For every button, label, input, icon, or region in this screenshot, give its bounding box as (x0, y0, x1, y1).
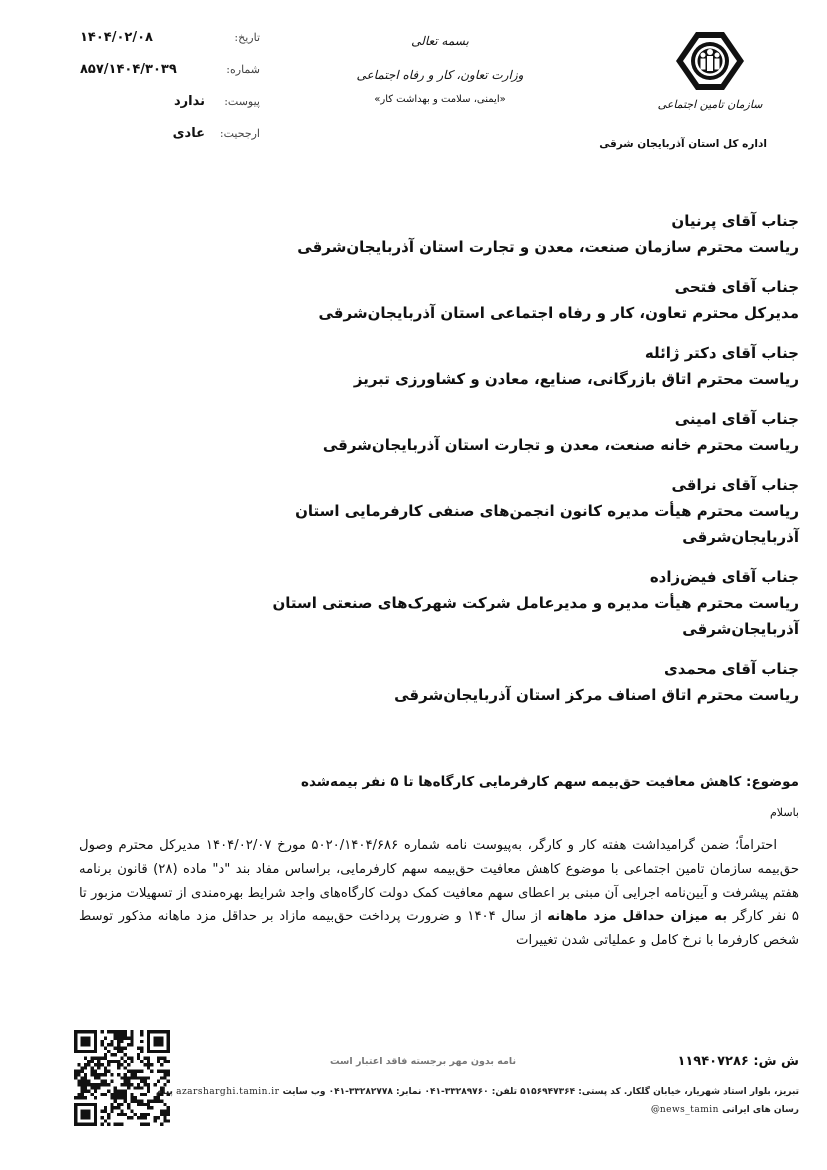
recipient-name: جناب آقای نراقی (671, 476, 799, 494)
org-logo-block (650, 30, 770, 111)
body-text-bold: به میزان حداقل مزد ماهانه (547, 909, 728, 925)
footer-address (156, 1087, 799, 1097)
qr-code-icon (74, 1030, 170, 1126)
priority-value: عادی (172, 126, 205, 141)
recipient-title: مدیرکل محترم تعاون، کار و رفاه اجتماعی استان آذربایجان‌شرقی (318, 304, 799, 322)
letter-body (79, 834, 799, 953)
address-text: تبریز، بلوار استاد شهریار، خیابان گلکار. کد پستی: ۵۱۵۶۹۴۷۳۶۴ تلفن: ۳۳۲۸۹۷۶۰-۰۴۱ نمابر: ۳۳۲۸۲۷۷۸-۰۴۱ وب سایت (282, 1087, 799, 1097)
recipient (199, 472, 799, 550)
recipient (199, 656, 799, 708)
recipient-name: جناب آقای دکتر ژائله (644, 344, 799, 362)
attachment-value: ندارد (173, 94, 205, 109)
recipient-title: ریاست محترم هیأت مدیره و مدیرعامل شرکت شهرک‌های صنعتی استان آذربایجان‌شرقی (272, 594, 799, 638)
letterhead-center (340, 34, 540, 105)
recipient-name: جناب آقای فتحی (674, 278, 799, 296)
org-name: سازمان تامین اجتماعی (657, 98, 763, 111)
number-label: شماره: (226, 63, 260, 76)
recipient (199, 406, 799, 458)
recipient-title: ریاست محترم اتاق بازرگانی، صنایع، معادن و کشاورزی تبریز (353, 370, 799, 388)
recipient-name: جناب آقای پرنیان (671, 212, 799, 230)
letter-meta (80, 30, 260, 158)
attachment-row (80, 94, 260, 126)
recipient-name: جناب آقای امینی (674, 410, 799, 428)
body-text-part2: از سال ۱۴۰۴ و ضرورت پرداخت حق‌بیمه مازاد بر حداقل مزد ماهانه مذکور توسط شخص کارفرما با نرخ کامل و عملیاتی شدن تغییرات (79, 909, 799, 949)
recipients-list (199, 208, 799, 722)
footer-social (651, 1105, 799, 1115)
slogan: «ایمنی، سلامت و بهداشت کار» (374, 94, 506, 105)
recipient (199, 340, 799, 392)
recipient-title: ریاست محترم اتاق اصناف مرکز استان آذربایجان‌شرقی (394, 686, 799, 704)
number-row (80, 62, 260, 94)
date-label: تاریخ: (234, 31, 260, 44)
ministry-name: وزارت تعاون، کار و رفاه اجتماعی (356, 68, 524, 82)
date-value: ۱۴۰۴/۰۲/۰۸ (80, 30, 153, 45)
greeting: باسلام (769, 806, 799, 819)
messenger-label: پیام (155, 1087, 173, 1097)
recipient-name: جناب آقای محمدی (664, 660, 799, 678)
recipient (199, 208, 799, 260)
number-value: ۸۵۷/۱۴۰۴/۳۰۳۹ (80, 62, 177, 77)
serial-value: ۱۱۹۴۰۷۲۸۶ (677, 1054, 749, 1069)
body-text-part1: احتراماً؛ ضمن گرامیداشت هفته کار و کارگر، به‌پیوست نامه شماره ۵۰۲۰/۱۴۰۴/۶۸۶ مورخ ۱۴۰۴/۰۲/۰۷ مدیرکل محترم وصول حق‌بیمه سازمان تامین اجتماعی با موضوع کاهش معافیت حق‌بیمه سهم کارفرمایی، براساس مفاد بند "د" ماده (۲۸) قانون برنامه هفتم پیشرفت و آیین‌نامه اجرایی آن مبنی بر اعطای سهم معافیت کمک دولت کارگاه‌های واجد شرایط بهره‌مندی از تسهیلات مزبور تا ۵ نفر کارگر (79, 838, 799, 925)
org-office: اداره کل استان آذربایجان شرقی (599, 138, 767, 150)
recipient-title: ریاست محترم سازمان صنعت، معدن و تجارت استان آذربایجان‌شرقی (297, 238, 799, 256)
website-link[interactable]: azarsharghi.tamin.ir (176, 1087, 280, 1097)
recipient-title: ریاست محترم خانه صنعت، معدن و تجارت استان آذربایجان‌شرقی (322, 436, 799, 454)
stamp-validity-note: نامه بدون مهر برجسته فاقد اعتبار است (330, 1056, 517, 1067)
basmala: بسمه تعالی (411, 34, 469, 48)
social-handle[interactable]: @news_tamin (650, 1105, 719, 1115)
priority-label: ارجحیت: (219, 127, 260, 140)
attachment-label: پیوست: (224, 95, 260, 108)
body-paragraph (79, 834, 799, 953)
serial-label: ش ش: (753, 1054, 799, 1069)
recipient (199, 274, 799, 326)
serial-number (677, 1054, 799, 1069)
date-row (80, 30, 260, 62)
letter-subject: موضوع: کاهش معافیت حق‌بیمه سهم کارفرمایی کارگاه‌ها تا ۵ نفر بیمه‌شده (300, 774, 799, 790)
recipient-title: ریاست محترم هیأت مدیره کانون انجمن‌های صنفی کارفرمایی استان آذربایجان‌شرقی (295, 502, 799, 546)
recipient (199, 564, 799, 642)
social-label: رسان های ایرانی (722, 1105, 799, 1115)
social-security-logo-icon (674, 30, 746, 92)
priority-row (80, 126, 260, 158)
recipient-name: جناب آقای فیض‌زاده (649, 568, 799, 586)
